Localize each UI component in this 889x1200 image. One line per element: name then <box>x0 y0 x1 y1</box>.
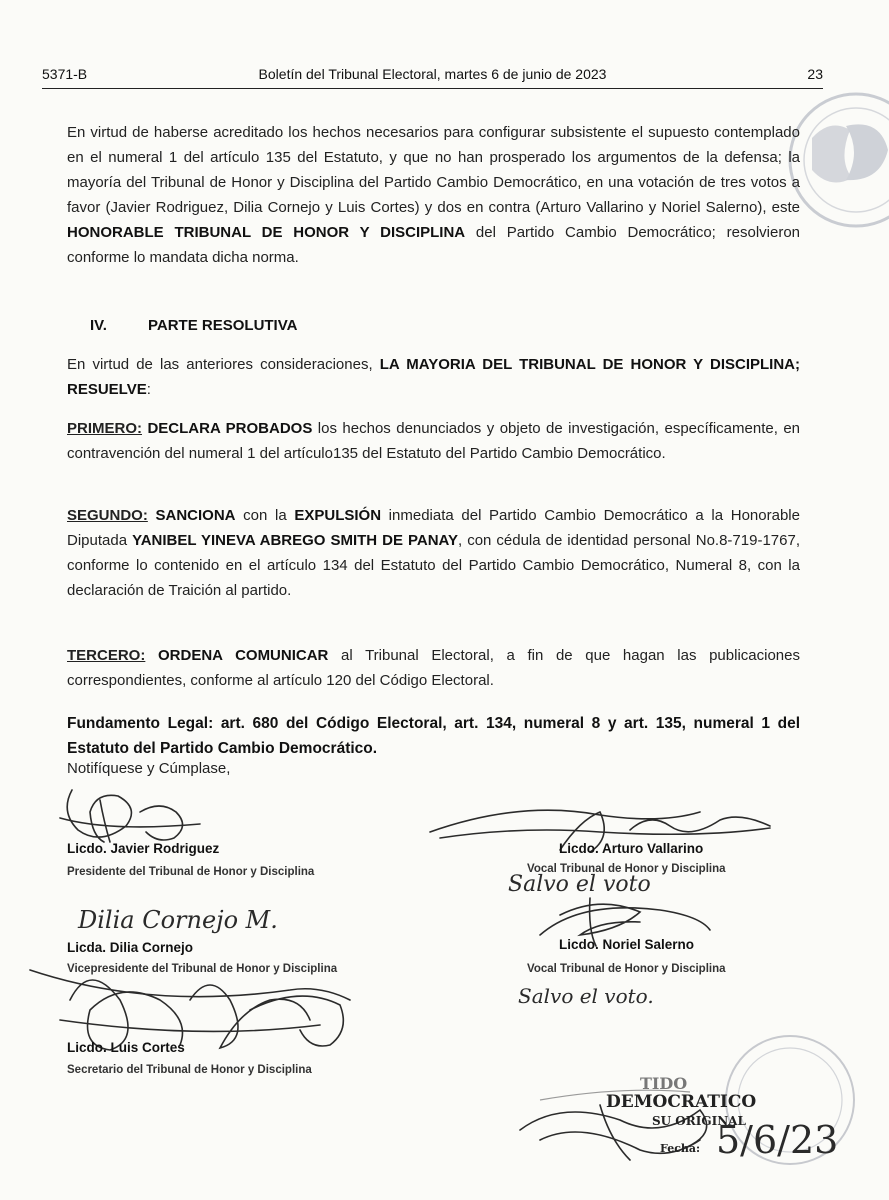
considerations-paragraph: En virtud de las anteriores consideraciones, LA MAYORIA DEL TRIBUNAL DE HONOR Y DISCIPLINA; RESUELVE: <box>67 356 800 398</box>
signatory-role-cornejo: Vicepresidente del Tribunal de Honor y Disciplina <box>67 963 338 975</box>
signatory-role-cortes: Secretario del Tribunal de Honor y Disciplina <box>67 1064 312 1076</box>
segundo-label: SEGUNDO: <box>67 507 148 524</box>
stamp-line-3: SU ORIGINAL <box>652 1114 746 1128</box>
signatory-name-cortes: Licdo. Luis Cortes <box>67 1040 185 1055</box>
signatory-name-salerno: Licdo. Noriel Salerno <box>559 937 695 952</box>
consider-resolve: RESUELVE <box>67 381 147 398</box>
tercero-label: TERCERO: <box>67 647 146 664</box>
closing-line: Notifíquese y Cúmplase, <box>67 760 231 777</box>
legal-basis: Fundamento Legal: art. 680 del Código Electoral, art. 134, numeral 8 y art. 135, numeral 1 del Estatuto del Partido Cambio Democrático. <box>67 715 800 757</box>
stamp-line-2: DEMOCRATICO <box>606 1092 757 1112</box>
stamp-handwritten-date: 5/6/23 <box>716 1118 839 1162</box>
segundo-bold-1: SANCIONA <box>155 507 236 524</box>
segundo-text-2: inmediata del Partido Cambio Democrático a la Honorable Diputada <box>67 507 800 549</box>
section-title: PARTE RESOLUTIVA <box>148 317 298 334</box>
tercero-bold: ORDENA COMUNICAR <box>157 647 329 664</box>
bulletin-title: Boletín del Tribunal Electoral, martes 6 de junio de 2023 <box>258 66 607 82</box>
intro-bold: HONORABLE TRIBUNAL DE HONOR Y DISCIPLINA <box>67 224 466 241</box>
signatory-role-rodriguez: Presidente del Tribunal de Honor y Disciplina <box>67 866 315 878</box>
segundo-bold-2: EXPULSIÓN <box>294 507 382 524</box>
page-number: 23 <box>807 66 823 82</box>
segundo-bold-3: YANIBEL YINEVA ABREGO SMITH DE PANAY <box>132 532 459 549</box>
primero-text: los hechos denunciados y objeto de investigación, específicamente, en contravención del numeral 1 del artículo135 del Estatuto del Partido Cambio Democrático. <box>67 420 801 462</box>
segundo-text-1: con la <box>235 507 295 524</box>
section-number: IV. <box>90 317 107 334</box>
signatory-name-vallarino: Licdo. Arturo Vallarino <box>559 841 704 856</box>
stamp-date-label: Fecha: <box>660 1142 701 1155</box>
primero-bold: DECLARA PROBADOS <box>147 420 313 437</box>
vote-note-vallarino: Salvo el voto <box>508 872 651 897</box>
signatory-role-salerno: Vocal Tribunal de Honor y Disciplina <box>527 963 726 975</box>
consider-text: En virtud de las anteriores consideraciones, <box>67 356 380 373</box>
signatory-role-vallarino: Vocal Tribunal de Honor y Disciplina <box>527 863 726 875</box>
vote-note-salerno: Salvo el voto. <box>518 984 654 1008</box>
tercero-text: al Tribunal Electoral, a fin de que hagan las publicaciones correspondientes, conforme al artículo 120 del Código Electoral. <box>67 647 800 689</box>
document-code: 5371-B <box>42 66 88 82</box>
stamp-line-1: TIDO <box>640 1074 688 1093</box>
signatory-name-rodriguez: Licdo. Javier Rodriguez <box>67 841 220 856</box>
handwritten-signature-cornejo: Dilia Cornejo M. <box>78 906 278 934</box>
intro-text: En virtud de haberse acreditado los hechos necesarios para configurar subsistente el supuesto contemplado en el numeral 1 del artículo 135 del Estatuto, y que no han prosperado los argumentos de la defensa; la mayoría del Tribunal de Honor y Disciplina del Partido Cambio Democrático, en una votación de tres votos a favor (Javier Rodriguez, Dilia Cornejo y Luis Cortes) y dos en contra (Arturo Vallarino y Noriel Salerno), este <box>67 124 800 216</box>
intro-tail: del Partido Cambio Democrático; resolvieron conforme lo mandata dicha norma. <box>67 224 801 266</box>
consider-bold: LA MAYORIA DEL TRIBUNAL DE HONOR Y DISCIPLINA; <box>379 356 800 373</box>
signatory-name-cornejo: Licda. Dilia Cornejo <box>67 940 194 955</box>
primero-label: PRIMERO: <box>67 420 142 437</box>
segundo-text-3: , con cédula de identidad personal No.8-719-1767, conforme lo contenido en el artículo 134 del Estatuto del Partido Cambio Democrático, Numeral 8, con la declaración de Traición al partido. <box>67 532 800 599</box>
